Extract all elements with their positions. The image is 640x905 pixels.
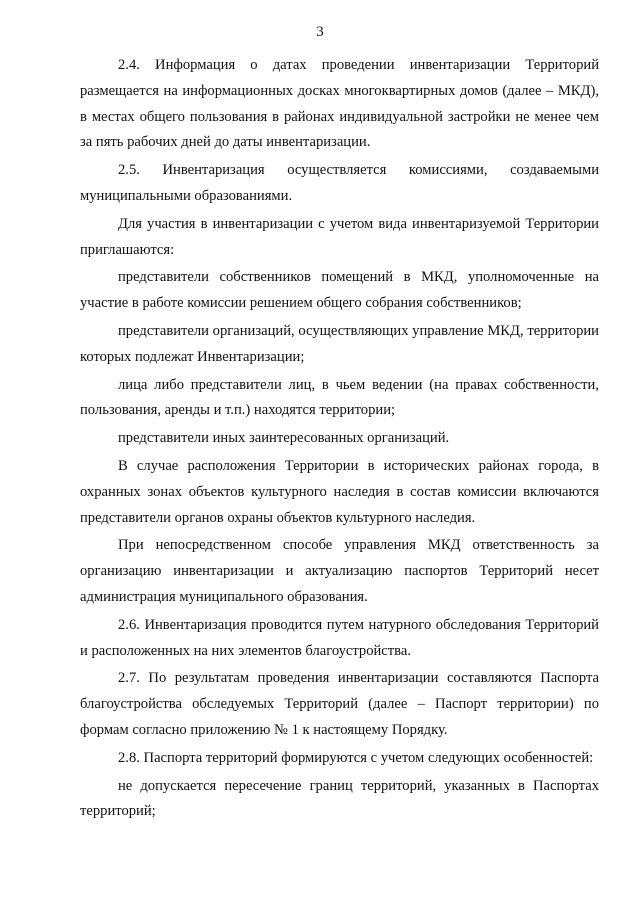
paragraph-other-organizations: представители иных заинтересованных организаций.	[118, 430, 450, 447]
paragraph-direct-management: При непосредственном способе управления МКД ответственность за организацию инвентаризации и актуализацию паспортов Территорий несет администрация муниципального образования.	[80, 537, 599, 605]
paragraph-2-6: 2.6. Инвентаризация проводится путем натурного обследования Территорий и расположенных на них элементов благоустройства.	[80, 616, 599, 659]
paragraph-territory-holders: лица либо представители лиц, в чьем ведении (на правах собственности, пользования, аренды и т.п.) находятся территории;	[80, 376, 599, 419]
paragraph-2-8: 2.8. Паспорта территорий формируются с учетом следующих особенностей:	[118, 749, 594, 766]
page-number: 3	[316, 24, 324, 40]
paragraph-2-7: 2.7. По результатам проведения инвентаризации составляются Паспорта благоустройства обследуемых Территорий (далее – Паспорт территории) по формам согласно приложению № 1 к настоящему Порядку.	[80, 670, 599, 738]
paragraph-historic-districts: В случае расположения Территории в исторических районах города, в охранных зонах объектов культурного наследия в состав комиссии включаются представители органов охраны объектов культурного наследия.	[80, 457, 599, 526]
paragraph-participants-intro: Для участия в инвентаризации с учетом вида инвентаризуемой Территории приглашаются:	[80, 215, 599, 258]
paragraph-no-boundary-overlap: не допускается пересечение границ территорий, указанных в Паспортах территорий;	[80, 777, 599, 820]
paragraph-management-representatives: представители организаций, осуществляющих управление МКД, территории которых подлежат Инвентаризации;	[80, 322, 599, 365]
paragraph-2-5: 2.5. Инвентаризация осуществляется комиссиями, создаваемыми муниципальными образованиями.	[80, 162, 599, 204]
paragraph-owners-representatives: представители собственников помещений в МКД, уполномоченные на участие в работе комиссии решением общего собрания собственников;	[80, 269, 599, 312]
paragraph-2-4: 2.4. Информация о датах проведении инвентаризации Территорий размещается на информационных досках многоквартирных домов (далее – МКД), в местах общего пользования в районах индивидуальной застройки не менее чем за пять рабочих дней до даты инвентаризации.	[80, 57, 599, 151]
document-body	[80, 53, 599, 827]
